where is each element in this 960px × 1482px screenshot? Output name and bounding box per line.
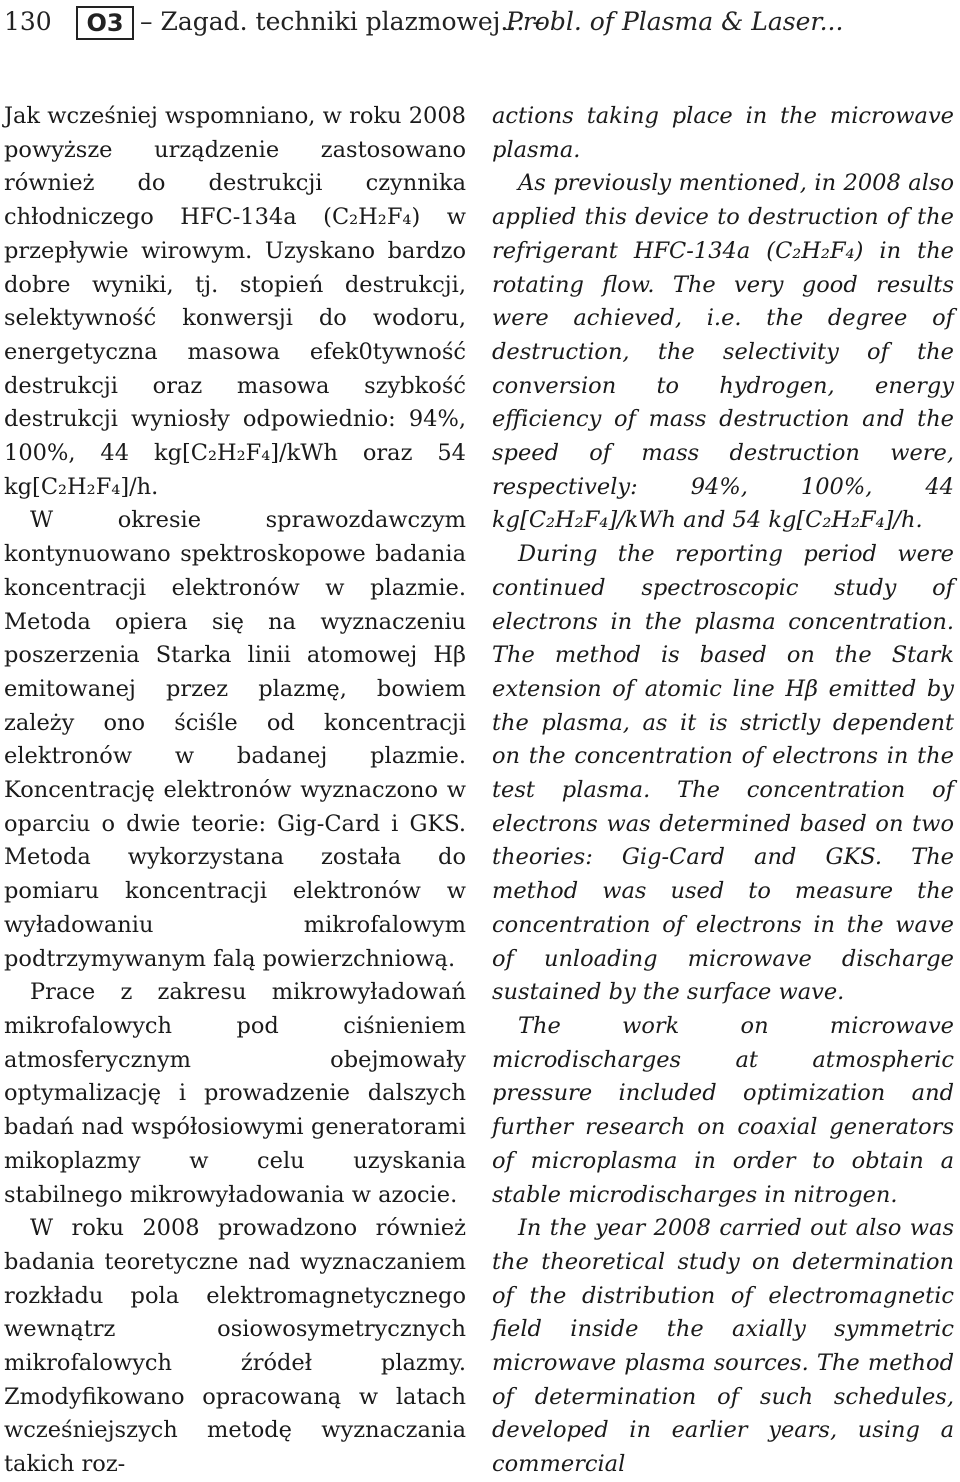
page-number: 130 <box>4 7 52 36</box>
polish-column <box>4 100 466 1482</box>
english-paragraph-2: As previously mentioned, in 2008 also applied this device to destruction of the refrigerant HFC-134a (C₂H₂F₄) in the rotating flow. The very good results were achieved, i.e. the degree of destruction, the selectivity of the conversion to hydrogen, energy efficiency of mass destruction and the speed of mass destruction were, respectively: 94%, 100%, 44 kg[C₂H₂F₄]/kWh and 54 kg[C₂H₂F₄]/h. <box>492 170 954 534</box>
english-paragraph-3: During the reporting period were continued spectroscopic study of electrons in the plasma concentration. The method is based on the Stark extension of atomic line Hβ emitted by the plasma, as it is strictly dependent on the concentration of electrons in the test plasma. The concentration of electrons was determined based on two theories: Gig-Card and GKS. The method was used to measure the concentration of electrons in the wave of unloading microwave discharge sustained by the surface wave. <box>492 541 954 1006</box>
english-column <box>492 100 954 1482</box>
english-paragraph-5: In the year 2008 carried out also was the theoretical study on determination of the distribution of electromagnetic field inside the axially symmetric microwave plasma sources. The method of determination of such schedules, developed in earlier years, using a commercial <box>492 1215 954 1478</box>
english-paragraph-1: actions taking place in the microwave plasma. <box>492 103 954 163</box>
running-title-polish: – Zagad. techniki plazmowej... – <box>140 7 545 36</box>
polish-paragraph-4: W roku 2008 prowadzono również badania teoretyczne nad wyznaczaniem rozkładu pola elektromagnetycznego wewnątrz osiowosymetrycznych mikrofalowych źródeł plazmy. Zmodyfikowano opracowaną w latach wcześniejszych metodę wyznaczania takich roz- <box>4 1215 466 1478</box>
polish-paragraph-2: W okresie sprawozdawczym kontynuowano spektroskopowe badania koncentracji elektronów w plazmie. Metoda opiera się na wyznaczeniu poszerzenia Starka linii atomowej Hβ emitowanej przez plazmę, bowiem zależy ono ściśle od koncentracji elektronów w badanej plazmie. Koncentrację elektronów wyznaczono w oparciu o dwie teorie: Gig-Card i GKS. Metoda wykorzystana została do pomiaru koncentracji elektronów w wyładowaniu mikrofalowym podtrzymywanym falą powierzchniową. <box>4 507 466 972</box>
page-header <box>4 2 956 42</box>
polish-paragraph-1: Jak wcześniej wspomniano, w roku 2008 powyższe urządzenie zastosowano również do destrukcji czynnika chłodniczego HFC-134a (C₂H₂F₄) w przepływie wirowym. Uzyskano bardzo dobre wyniki, tj. stopień destrukcji, selektywność konwersji do wodoru, energetyczna masowa efek0tywność destrukcji oraz masowa szybkość destrukcji wyniosły odpowiednio: 94%, 100%, 44 kg[C₂H₂F₄]/kWh oraz 54 kg[C₂H₂F₄]/h. <box>4 103 466 500</box>
running-title-english: Probl. of Plasma & Laser... <box>506 7 844 36</box>
polish-paragraph-3: Prace z zakresu mikrowyładowań mikrofalowych pod ciśnieniem atmosferycznym obejmowały optymalizację i prowadzenie dalszych badań nad współosiowymi generatorami mikoplazmy w celu uzyskania stabilnego mikrowyładowania w azocie. <box>4 979 466 1208</box>
english-paragraph-4: The work on microwave microdischarges at atmospheric pressure included optimization and further research on coaxial generators of microplasma in order to obtain a stable microdischarges in nitrogen. <box>492 1012 954 1208</box>
section-label: O3 <box>76 6 134 40</box>
